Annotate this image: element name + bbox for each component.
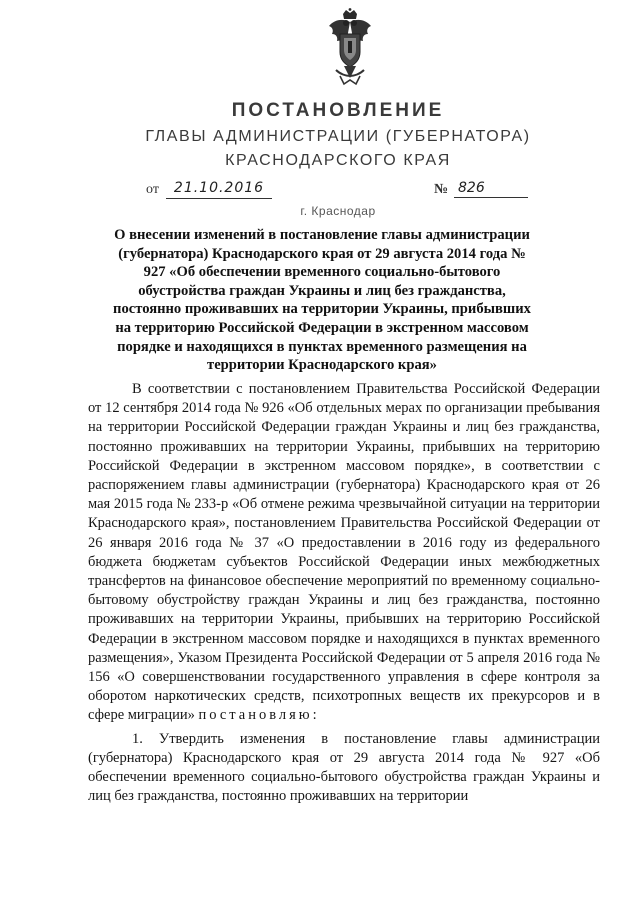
issuer-line-1: ГЛАВЫ АДМИНИСТРАЦИИ (ГУБЕРНАТОРА): [145, 128, 531, 145]
resolve-word: постановляю:: [198, 707, 320, 724]
decree-title: ПОСТАНОВЛЕНИЕ: [231, 100, 445, 121]
preamble-paragraph: [88, 380, 600, 726]
coat-of-arms-icon: [326, 8, 374, 88]
date-value: 21.10.2016: [166, 180, 272, 199]
number-label: №: [434, 182, 449, 197]
date-number-row: [0, 180, 640, 204]
clause-1-paragraph: 1. Утвердить изменения в постановление главы администрации (губернатора) Краснодарского края от 29 августа 2014 года № 927 «Об обеспечении временного социально-бытового обустройства граждан Украины и лиц без гражданства, постоянно проживавших на территории: [88, 730, 600, 805]
document-title: О внесении изменений в постановление главы администрации (губернатора) Краснодарского края от 29 августа 2014 года № 927 «Об обеспечении временного социально-бытового обустройства граждан Украины и лиц без гражданства, постоянно проживавших на территории Украины, прибывших на территорию Российской Федерации в экстренном массовом порядке и находящихся в пунктах временного размещения на территории Краснодарского края»: [113, 227, 531, 374]
date-label: от: [146, 182, 159, 197]
issuer-line-2: КРАСНОДАРСКОГО КРАЯ: [225, 152, 451, 169]
number-value: 826: [454, 180, 528, 198]
preamble-text: В соответствии с постановлением Правительства Российской Федерации от 12 сентября 2014 года № 926 «Об отдельных мерах по организации пребывания на территории Российской Федерации граждан Украины и лиц без гражданства, постоянно проживавших на территории Украины, прибывших на территорию Российской Федерации в экстренном массовом порядке», в соответствии с распоряжением главы администрации (губернатора) Краснодарского края от 26 мая 2015 года № 233-р «Об отмене режима чрезвычайной ситуации на территории Краснодарского края», постановлением Правительства Российской Федерации от 26 января 2016 года № 37 «О предоставлении в 2016 году из федерального бюджета бюджетам субъектов Российской Федерации иных межбюджетных трансфертов на финансовое обеспечение мероприятий по временному социально-бытовому обустройству граждан Украины и лиц без гражданства, постоянно проживавших на территории Украины, прибывших на территорию Российской Федерации в экстренном массовом порядке и находящихся в пунктах временного размещения», Указом Президента Российской Федерации от 5 апреля 2016 года № 156 «О совершенствовании государственного управления в сфере контроля за оборотом наркотических средств, психотропных веществ их прекурсоров и в сфере миграции»: [88, 381, 600, 724]
city-label: г. Краснодар: [300, 204, 376, 218]
document-body: [88, 380, 600, 806]
